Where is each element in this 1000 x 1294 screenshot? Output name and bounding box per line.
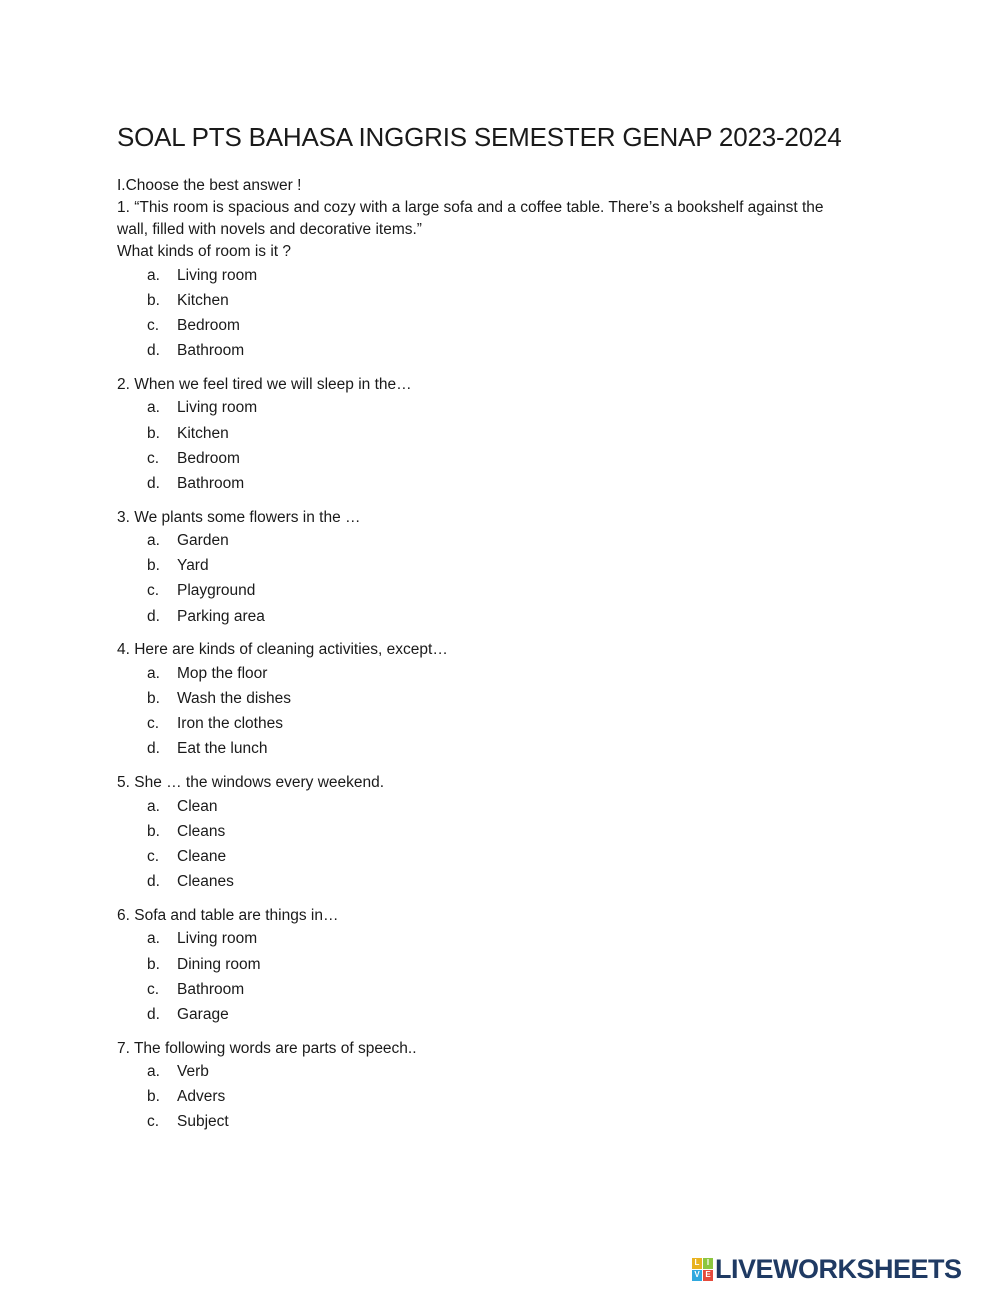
option-letter: a. [147,797,160,815]
answer-option[interactable] [117,604,877,629]
question-text-line: 6. Sofa and table are things in… [117,906,339,924]
option-letter: d. [147,1005,160,1023]
option-text: Cleane [177,847,227,865]
answer-options [117,529,877,630]
option-letter: b. [147,291,160,309]
answer-option[interactable] [117,339,877,364]
option-letter: c. [147,582,160,600]
option-letter: c. [147,316,160,334]
option-letter: d. [147,342,160,360]
liveworksheets-logo [692,1254,962,1284]
answer-option[interactable] [117,819,877,844]
option-letter: b. [147,557,160,575]
question-text-line: 7. The following words are parts of speech.. [117,1039,417,1057]
option-letter: d. [147,474,160,492]
option-letter: a. [147,532,160,550]
answer-option[interactable] [117,1060,877,1085]
option-text: Parking area [177,607,265,625]
option-text: Garage [177,1005,229,1023]
answer-option[interactable] [117,686,877,711]
option-text: Kitchen [177,424,229,442]
question-text-line: 5. She … the windows every weekend. [117,774,385,791]
option-letter: b. [147,424,160,442]
answer-option[interactable] [117,263,877,288]
option-text: Eat the lunch [177,740,268,758]
option-text: Advers [177,1088,226,1106]
question-text-line: 3. We plants some flowers in the … [117,508,361,526]
answer-option[interactable] [117,471,877,496]
option-letter: c. [147,715,160,733]
question-4 [117,639,877,762]
answer-option[interactable] [117,1085,877,1110]
logo-mark-tile: E [703,1270,713,1281]
answer-option[interactable] [117,446,877,471]
logo-mark-tile: L [692,1258,702,1269]
answer-option[interactable] [117,554,877,579]
option-text: Dining room [177,955,261,973]
option-letter: c. [147,980,160,998]
question-text [117,507,877,529]
option-text: Cleans [177,822,226,840]
option-text: Iron the clothes [177,715,283,733]
option-letter: a. [147,930,160,948]
logo-mark-icon [692,1258,713,1281]
answer-options [117,263,877,364]
answer-option[interactable] [117,712,877,737]
option-text: Yard [177,557,209,575]
question-3 [117,507,877,630]
option-letter: d. [147,740,160,758]
option-text: Kitchen [177,291,229,309]
option-text: Bathroom [177,474,245,492]
answer-option[interactable] [117,288,877,313]
question-text [117,905,877,927]
answer-option[interactable] [117,1002,877,1027]
answer-options [117,661,877,762]
option-letter: c. [147,449,160,467]
answer-option[interactable] [117,794,877,819]
logo-text: LIVEWORKSHEETS [715,1254,962,1284]
option-text: Living room [177,930,258,948]
option-letter: b. [147,1088,160,1106]
question-text-line: wall, filled with novels and decorative items.” [117,221,422,238]
option-letter: a. [147,399,160,417]
logo-mark-tile: I [703,1258,713,1269]
question-text [117,772,877,794]
option-text: Bedroom [177,449,240,467]
question-1 [117,197,877,364]
option-text: Clean [177,797,218,815]
option-letter: a. [147,266,160,284]
option-text: Verb [177,1063,209,1081]
option-text: Garden [177,532,229,550]
answer-option[interactable] [117,844,877,869]
answer-option[interactable] [117,396,877,421]
instruction-text: I.Choose the best answer ! [117,177,302,194]
answer-options [117,396,877,497]
answer-option[interactable] [117,529,877,554]
option-text: Wash the dishes [177,690,292,708]
question-text [117,1038,877,1060]
logo-mark-tile: V [692,1270,702,1281]
answer-option[interactable] [117,870,877,895]
question-text-line: 4. Here are kinds of cleaning activities, except… [117,641,448,659]
answer-option[interactable] [117,1110,877,1135]
option-text: Bedroom [177,316,240,334]
question-text [117,639,877,661]
option-text: Bathroom [177,342,245,360]
question-2 [117,374,877,497]
option-letter: a. [147,664,160,682]
answer-option[interactable] [117,661,877,686]
question-text-line: What kinds of room is it ? [117,243,292,260]
page-title: SOAL PTS BAHASA INGGRIS SEMESTER GENAP 2023-2024 [117,122,842,152]
answer-options [117,1060,877,1136]
answer-option[interactable] [117,421,877,446]
answer-options [117,927,877,1028]
question-list [117,197,877,1135]
option-letter: b. [147,955,160,973]
answer-options [117,794,877,895]
option-letter: d. [147,873,160,891]
option-text: Bathroom [177,980,245,998]
answer-option[interactable] [117,737,877,762]
option-text: Playground [177,582,256,600]
answer-option[interactable] [117,579,877,604]
option-letter: b. [147,690,160,708]
question-7 [117,1038,877,1136]
question-5 [117,772,877,895]
answer-option[interactable] [117,927,877,952]
option-letter: c. [147,1113,160,1131]
question-text-line: 2. When we feel tired we will sleep in the… [117,375,412,393]
question-text-line: 1. “This room is spacious and cozy with a large sofa and a coffee table. There’s a bookshelf against the [117,199,824,216]
option-text: Living room [177,266,258,284]
worksheet-content [117,175,877,1145]
option-letter: a. [147,1063,160,1081]
answer-option[interactable] [117,977,877,1002]
question-6 [117,905,877,1028]
option-text: Subject [177,1113,229,1131]
option-letter: d. [147,607,160,625]
answer-option[interactable] [117,952,877,977]
question-text [117,197,877,263]
answer-option[interactable] [117,313,877,338]
question-text [117,374,877,396]
option-text: Mop the floor [177,664,268,682]
option-letter: b. [147,822,160,840]
option-text: Living room [177,399,258,417]
option-text: Cleanes [177,873,234,891]
option-letter: c. [147,847,160,865]
